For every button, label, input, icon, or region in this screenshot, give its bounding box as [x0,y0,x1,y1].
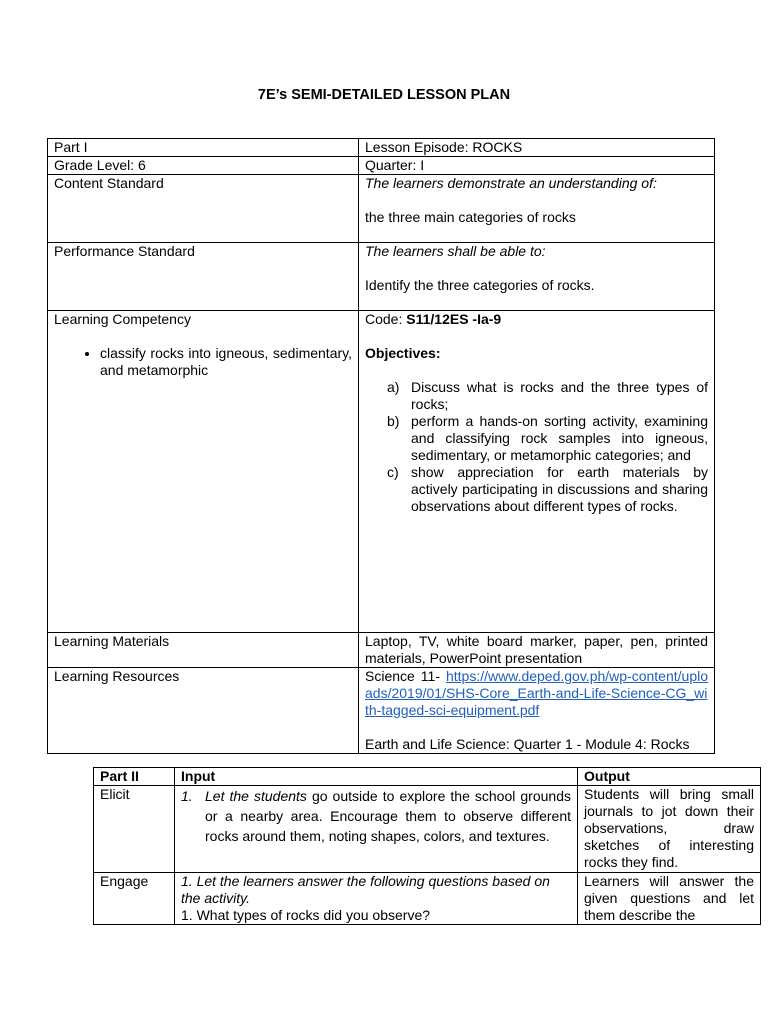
grade-level-cell: Grade Level: 6 [48,157,359,175]
table-row [48,175,715,243]
elicit-marker: 1. [181,788,193,804]
objective-marker: a) [387,379,400,395]
table-row [94,768,761,786]
code-label: Code: [365,311,407,327]
table-row [94,873,761,925]
module-reference: Earth and Life Science: Quarter 1 - Module 4: Rocks [365,736,690,752]
performance-standard-label: Performance Standard [48,243,359,311]
objectives-list [365,379,708,515]
table-row [48,243,715,311]
code-line [365,311,708,328]
quarter-cell: Quarter: I [359,157,715,175]
objective-text: perform a hands-on sorting activity, examining and classifying rock samples into igneous, sedimentary, or metamorphic categories; and [411,413,708,463]
competency-item: • classify rocks into igneous, sedimentary, and metamorphic [100,345,352,379]
lesson-info-table [47,138,715,754]
elicit-input-italic: Let the students [205,788,307,804]
elicit-output: Students will bring small journals to jot down their observations, draw sketches of interesting rocks they find. [578,786,761,873]
objectives-cell [359,311,715,633]
objectives-label: Objectives: [365,345,441,361]
elicit-input-cell [175,786,578,873]
table-row [48,157,715,175]
learning-materials-label: Learning Materials [48,633,359,668]
objective-marker: b) [387,413,400,429]
learning-resources-label: Learning Resources [48,668,359,754]
table-row [94,786,761,873]
objective-text: Discuss what is rocks and the three types of rocks; [411,379,708,412]
learning-competency-label: Learning Competency [54,311,191,327]
performance-standard-cell [359,243,715,311]
competency-code: S11/12ES -Ia-9 [406,311,502,327]
table-row [48,139,715,157]
engage-instruction: 1. Let the learners answer the following questions based on the activity. [181,873,550,906]
lesson-episode-cell: Lesson Episode: ROCKS [359,139,715,157]
part-label-cell: Part I [48,139,359,157]
elicit-label: Elicit [94,786,175,873]
learning-competency-cell [48,311,359,633]
learning-resources-cell [359,668,715,754]
objective-marker: c) [387,464,399,480]
table-row [48,633,715,668]
objective-item [365,464,708,515]
input-header: Input [175,768,578,786]
elicit-input [181,786,571,846]
part2-header: Part II [94,768,175,786]
resource-line [365,668,708,719]
table-row [48,311,715,633]
performance-standard-text: Identify the three categories of rocks. [365,277,595,293]
content-standard-label: Content Standard [48,175,359,243]
curriculum-guide-link[interactable]: https://www.deped.gov.ph/wp-content/uploads/2019/01/SHS-Core_Earth-and-Life-Science-CG_with-tagged-sci-equipment.pdf [365,668,708,718]
objective-item [365,413,708,464]
table-row [48,668,715,754]
output-header: Output [578,768,761,786]
content-standard-intro: The learners demonstrate an understanding of: [365,175,657,191]
competency-list [54,345,352,379]
engage-question: 1. What types of rocks did you observe? [181,907,431,923]
page-title: 7E’s SEMI-DETAILED LESSON PLAN [257,87,511,103]
objective-item [365,379,708,413]
engage-label: Engage [94,873,175,925]
engage-output: Learners will answer the given questions and let them describe the [578,873,761,925]
procedure-table [93,767,761,925]
performance-standard-intro: The learners shall be able to: [365,243,546,259]
objective-text: show appreciation for earth materials by actively participating in discussions and sharing observations about different types of rocks. [411,464,708,514]
learning-materials-text: Laptop, TV, white board marker, paper, pen, printed materials, PowerPoint presentation [359,633,715,668]
content-standard-text: the three main categories of rocks [365,209,576,225]
resource-prefix: Science 11- [365,668,446,684]
elicit-input-text: go outside to explore the school grounds or a nearby area. Encourage them to observe different rocks around them, noting shapes, colors, and textures. [205,788,571,844]
engage-input-cell [175,873,578,925]
content-standard-cell [359,175,715,243]
